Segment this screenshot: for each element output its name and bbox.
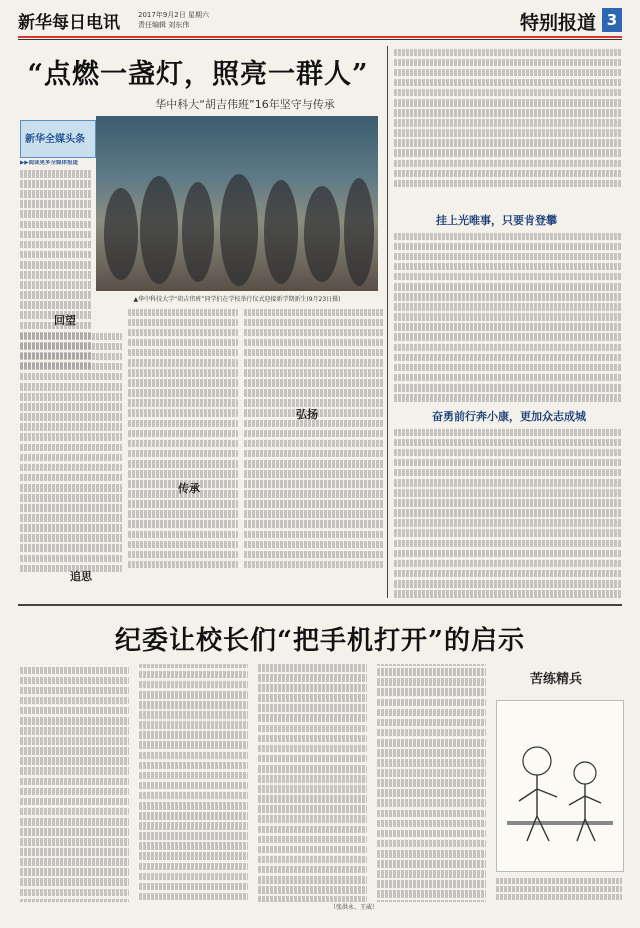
- media-logo: [20, 120, 96, 158]
- issue-date: 2017年9月2日 星期六: [138, 11, 209, 19]
- section-divider: [18, 604, 622, 606]
- right-column-c: [394, 426, 622, 598]
- page-header: [18, 8, 622, 48]
- column-divider: [387, 46, 388, 598]
- subtitle-tracking: 追思: [70, 570, 92, 583]
- subtitle-flame: 弘扬: [296, 408, 318, 421]
- body-column-1b: [20, 330, 122, 598]
- cartoon-image: [496, 700, 624, 872]
- body-column-3: [244, 306, 384, 598]
- right-title-3: 奋勇前行奔小康，更加众志成城: [432, 410, 586, 423]
- qr-note: ▶▶阅读更多全媒体报道: [20, 160, 78, 166]
- lead-subhead: 华中科大“胡吉伟班”16年坚守与传承: [155, 98, 335, 111]
- right-column-a: [394, 46, 622, 194]
- article-author: （张洪永、王威）: [330, 904, 379, 911]
- header-rule: [18, 36, 622, 38]
- second-body: [20, 664, 486, 902]
- subtitle-review: 回望: [54, 314, 76, 327]
- subtitle-heritage: 传承: [178, 482, 200, 495]
- masthead: 新华每日电讯: [18, 13, 120, 33]
- right-title-2: 挂上光唯事，只要肯登攀: [436, 214, 557, 227]
- page-number: 3: [602, 8, 622, 32]
- lead-photo: [96, 116, 378, 291]
- editor-line: 责任编辑 刘东伟: [138, 21, 190, 29]
- right-column-b: [394, 230, 622, 404]
- photo-caption: ▲华中科技大学“胡吉伟班”同学们在学校举行仪式迎接新学期新生(9月23日摄): [133, 296, 341, 303]
- media-logo-text: 新华全媒头条: [25, 134, 85, 145]
- cartoon-illustration: [497, 701, 623, 871]
- header-rule-thin: [18, 39, 622, 40]
- second-headline: 纪委让校长们“把手机打开”的启示: [115, 626, 525, 656]
- cartoon-caption: [496, 876, 622, 900]
- body-column-2: [128, 306, 238, 598]
- section-name: 特别报道: [519, 12, 596, 34]
- lead-headline: “点燃一盏灯，照亮一群人”: [27, 59, 369, 90]
- cartoon-title: 苦练精兵: [530, 672, 583, 687]
- publication-info: [138, 10, 209, 30]
